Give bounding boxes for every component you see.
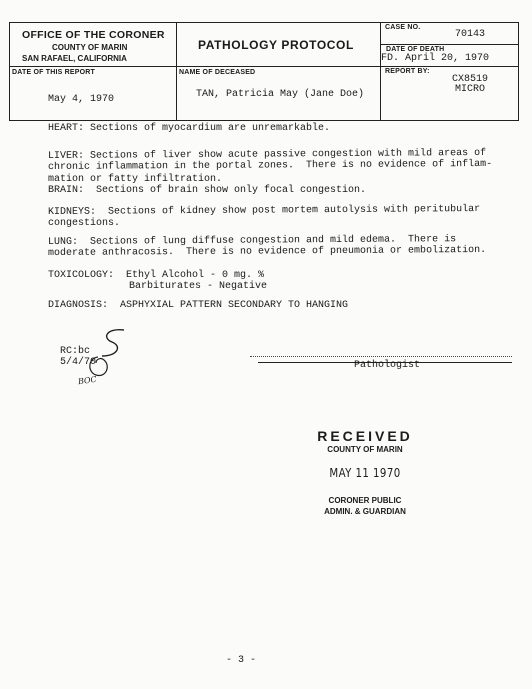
- received-stamp-division: ADMIN. & GUARDIAN: [324, 507, 406, 516]
- finding-liver-line3: mation or fatty infiltration.: [48, 174, 223, 185]
- page-number: - 3 -: [226, 655, 257, 666]
- header-middle-border: [9, 66, 519, 67]
- received-stamp-county: COUNTY OF MARIN: [327, 445, 403, 454]
- typist-initials: RC:bc: [60, 346, 91, 357]
- deceased-name-label: NAME OF DECEASED: [179, 69, 256, 76]
- finding-toxicology-line2: Barbiturates - Negative: [129, 281, 268, 292]
- received-stamp-office: CORONER PUBLIC: [328, 496, 402, 505]
- header-right-border: [518, 22, 519, 120]
- received-stamp-title: RECEIVED: [317, 428, 413, 444]
- finding-toxicology-line1: TOXICOLOGY: Ethyl Alcohol - 0 mg. %: [48, 270, 265, 281]
- case-no-divider: [380, 44, 519, 45]
- pathologist-label: Pathologist: [354, 360, 421, 371]
- finding-lung-line2: moderate anthracosis. There is no evidence of pneumonia or embolization.: [47, 244, 487, 259]
- finding-lung-line1: LUNG: Sections of lung diffuse congestion and mild edema. There is: [47, 234, 457, 248]
- finding-heart: HEART: Sections of myocardium are unremarkable.: [48, 123, 331, 134]
- signature-dotted-line: [250, 356, 512, 357]
- report-by-label: REPORT BY:: [385, 68, 430, 75]
- header-bottom-border: [9, 120, 519, 121]
- typed-date: 5/4/70: [60, 357, 97, 368]
- finding-brain: BRAIN: Sections of brain show only focal congestion.: [48, 185, 367, 196]
- document-title: PATHOLOGY PROTOCOL: [198, 38, 354, 52]
- case-no-label: CASE NO.: [385, 24, 421, 31]
- header-left-border: [9, 22, 10, 120]
- date-of-report-value: May 4, 1970: [48, 94, 115, 105]
- case-no-value: 70143: [455, 29, 486, 40]
- report-by-type: MICRO: [455, 84, 486, 95]
- date-of-report-label: DATE OF THIS REPORT: [12, 69, 96, 76]
- report-by-code: CX8519: [452, 74, 489, 85]
- diagnosis: DIAGNOSIS: ASPHYXIAL PATTERN SECONDARY TO HANGING: [48, 300, 349, 311]
- office-county: COUNTY OF MARIN: [52, 43, 128, 52]
- received-stamp-date: MAY 11 1970: [329, 466, 401, 480]
- office-city: SAN RAFAEL, CALIFORNIA: [22, 54, 127, 63]
- header-top-border: [9, 22, 519, 23]
- date-of-death-label: DATE OF DEATH: [386, 46, 445, 53]
- handwritten-initials: BOC: [77, 374, 98, 387]
- finding-kidneys-line2: congestions.: [48, 218, 121, 229]
- header-right-divider: [380, 22, 381, 120]
- header-left-divider: [176, 22, 177, 120]
- office-title: OFFICE OF THE CORONER: [22, 29, 165, 41]
- finding-liver-line1: LIVER: Sections of liver show acute passive congestion with mild areas of: [47, 147, 487, 162]
- finding-liver-line2: chronic inflammation in the portal zones. There is no evidence of inflam-: [47, 158, 493, 173]
- finding-kidneys-line1: KIDNEYS: Sections of kidney show post mortem autolysis with peritubular: [47, 203, 481, 218]
- deceased-name-value: TAN, Patricia May (Jane Doe): [196, 89, 365, 100]
- date-of-death-value: FD. April 20, 1970: [381, 53, 490, 64]
